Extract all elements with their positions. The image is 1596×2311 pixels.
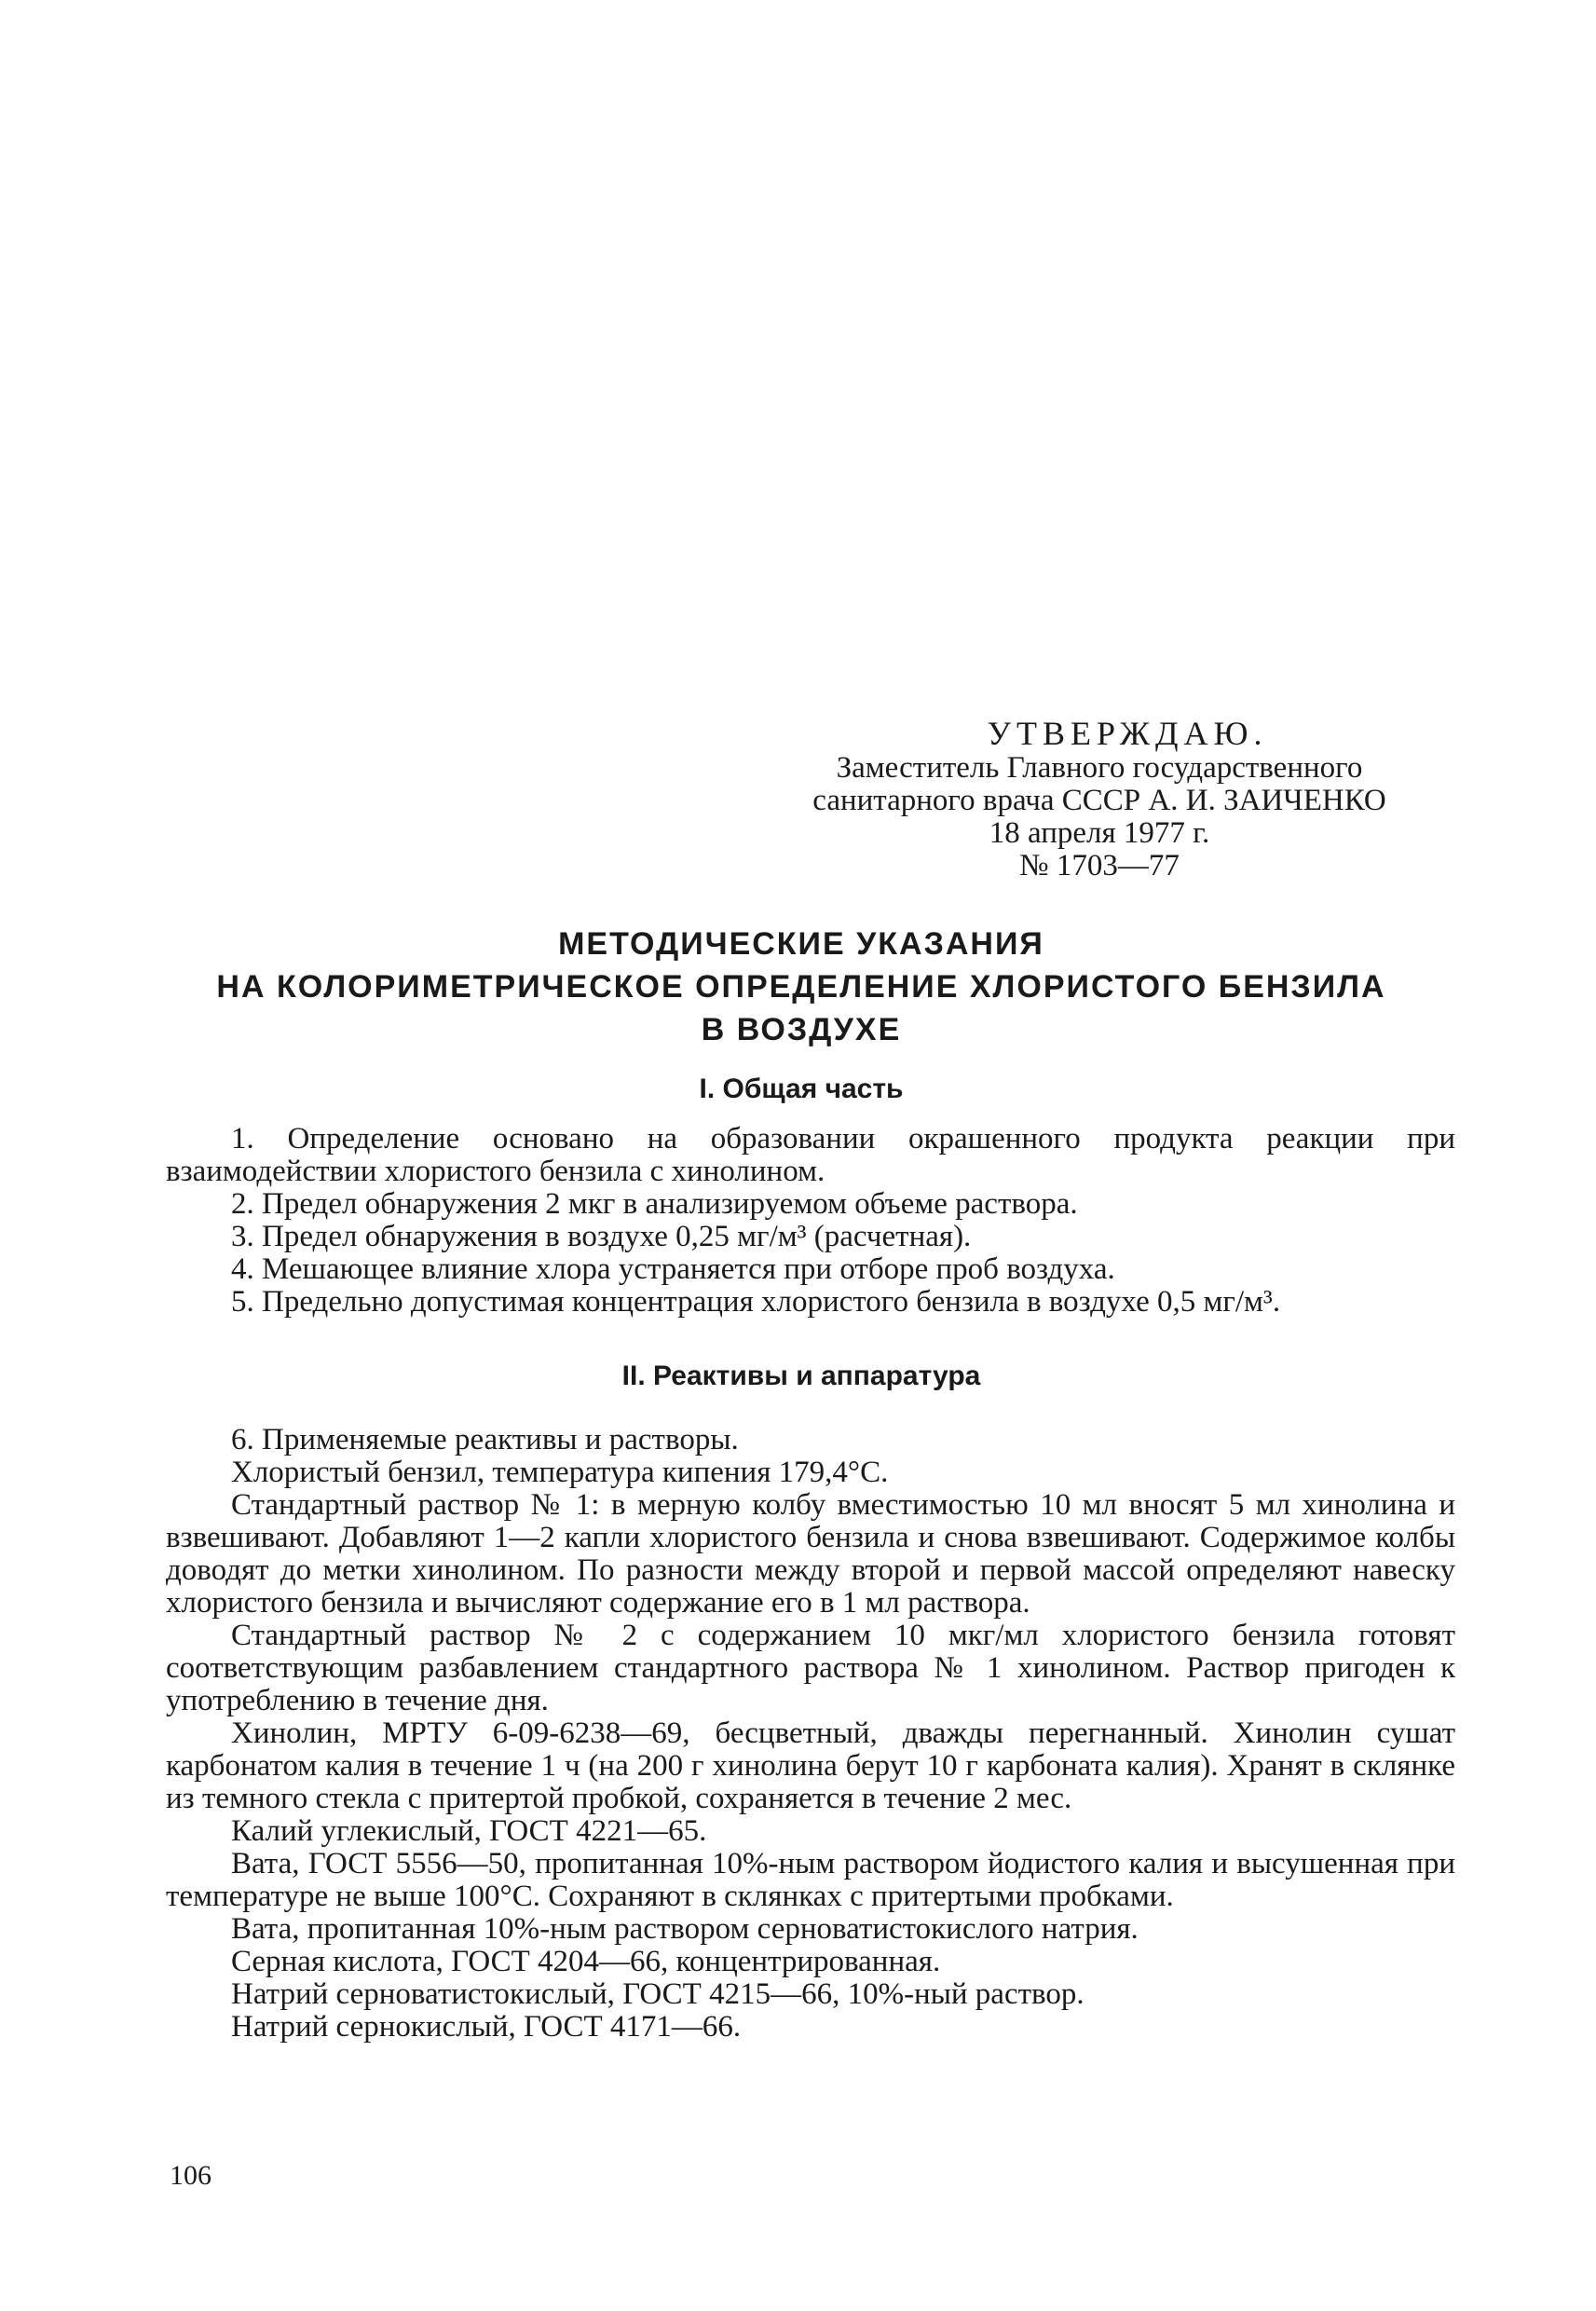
paragraph: Калий углекислый, ГОСТ 4221—65. bbox=[231, 1814, 707, 1848]
section-general-body bbox=[166, 1123, 1455, 1319]
paragraph: 4. Мешающее влияние хлора устраняется при отборе проб воздуха. bbox=[231, 1252, 1115, 1286]
section-heading-general: I. Общая часть bbox=[699, 1073, 904, 1104]
title-line-1: МЕТОДИЧЕСКИЕ УКАЗАНИЯ bbox=[558, 926, 1044, 962]
paragraph: 2. Предел обнаружения 2 мкг в анализируемом объеме раствора. bbox=[231, 1187, 1078, 1221]
page-number: 106 bbox=[170, 2160, 211, 2191]
paragraph: Хинолин, МРТУ 6-09-6238—69, бесцветный, дважды перегнанный. Хинолин сушат карбонатом калия в течение 1 ч (на 200 г хинолина берут 10 г карбоната калия). Хранят в склянке из темного стекла с притертой пробкой, сохраняется в течение 2 мес. bbox=[166, 1716, 1455, 1815]
paragraph: 1. Определение основано на образовании окрашенного продукта реакции при взаимодействии хлористого бензила с хинолином. bbox=[166, 1122, 1455, 1188]
paragraph: Вата, ГОСТ 5556—50, пропитанная 10%-ным раствором йодистого калия и высушенная при температуре не выше 100°С. Сохраняют в склянках с притертыми пробками. bbox=[166, 1847, 1455, 1913]
paragraph: 3. Предел обнаружения в воздухе 0,25 мг/м³ (расчетная). bbox=[231, 1220, 972, 1253]
approval-block bbox=[727, 715, 1472, 882]
approval-line-position: Заместитель Главного государственного bbox=[836, 751, 1363, 785]
title-line-2: НА КОЛОРИМЕТРИЧЕСКОЕ ОПРЕДЕЛЕНИЕ ХЛОРИСТОГО БЕНЗИЛА bbox=[216, 969, 1386, 1005]
document-title bbox=[140, 923, 1463, 1051]
title-line-3: В ВОЗДУХЕ bbox=[701, 1012, 902, 1047]
section-reagents-body bbox=[166, 1424, 1455, 2044]
approval-line-name: санитарного врача СССР А. И. ЗАИЧЕНКО bbox=[812, 784, 1386, 817]
paragraph: Вата, пропитанная 10%-ным раствором серноватистокислого натрия. bbox=[231, 1912, 1139, 1946]
approval-line-number: № 1703—77 bbox=[1019, 849, 1180, 882]
paragraph: Серная кислота, ГОСТ 4204—66, концентрированная. bbox=[231, 1945, 941, 1978]
approval-heading: УТВЕРЖДАЮ. bbox=[987, 715, 1268, 752]
paragraph: Стандартный раствор № 2 с содержанием 10 мкг/мл хлористого бензила готовят соответствующим разбавлением стандартного раствора № 1 хинолином. Раствор пригоден к употреблению в течение дня. bbox=[166, 1619, 1455, 1717]
section-heading-reagents: II. Реактивы и аппаратура bbox=[621, 1361, 981, 1391]
paragraph: Стандартный раствор № 1: в мерную колбу вместимостью 10 мл вносят 5 мл хинолина и взвешивают. Добавляют 1—2 капли хлористого бензила и снова взвешивают. Содержимое колбы доводят до метки хинолином. По разности между второй и первой массой определяют навеску хлористого бензила и вычисляют содержание его в 1 мл раствора. bbox=[166, 1488, 1455, 1620]
paragraph: Натрий серноватистокислый, ГОСТ 4215—66, 10%-ный раствор. bbox=[231, 1977, 1084, 2011]
approval-line-date: 18 апреля 1977 г. bbox=[989, 816, 1210, 850]
paragraph: Хлористый бензил, температура кипения 179,4°С. bbox=[231, 1456, 889, 1489]
paragraph: 5. Предельно допустимая концентрация хлористого бензила в воздухе 0,5 мг/м³. bbox=[231, 1285, 1281, 1319]
paragraph: 6. Применяемые реактивы и растворы. bbox=[231, 1423, 739, 1456]
paragraph: Натрий сернокислый, ГОСТ 4171—66. bbox=[231, 2010, 742, 2044]
